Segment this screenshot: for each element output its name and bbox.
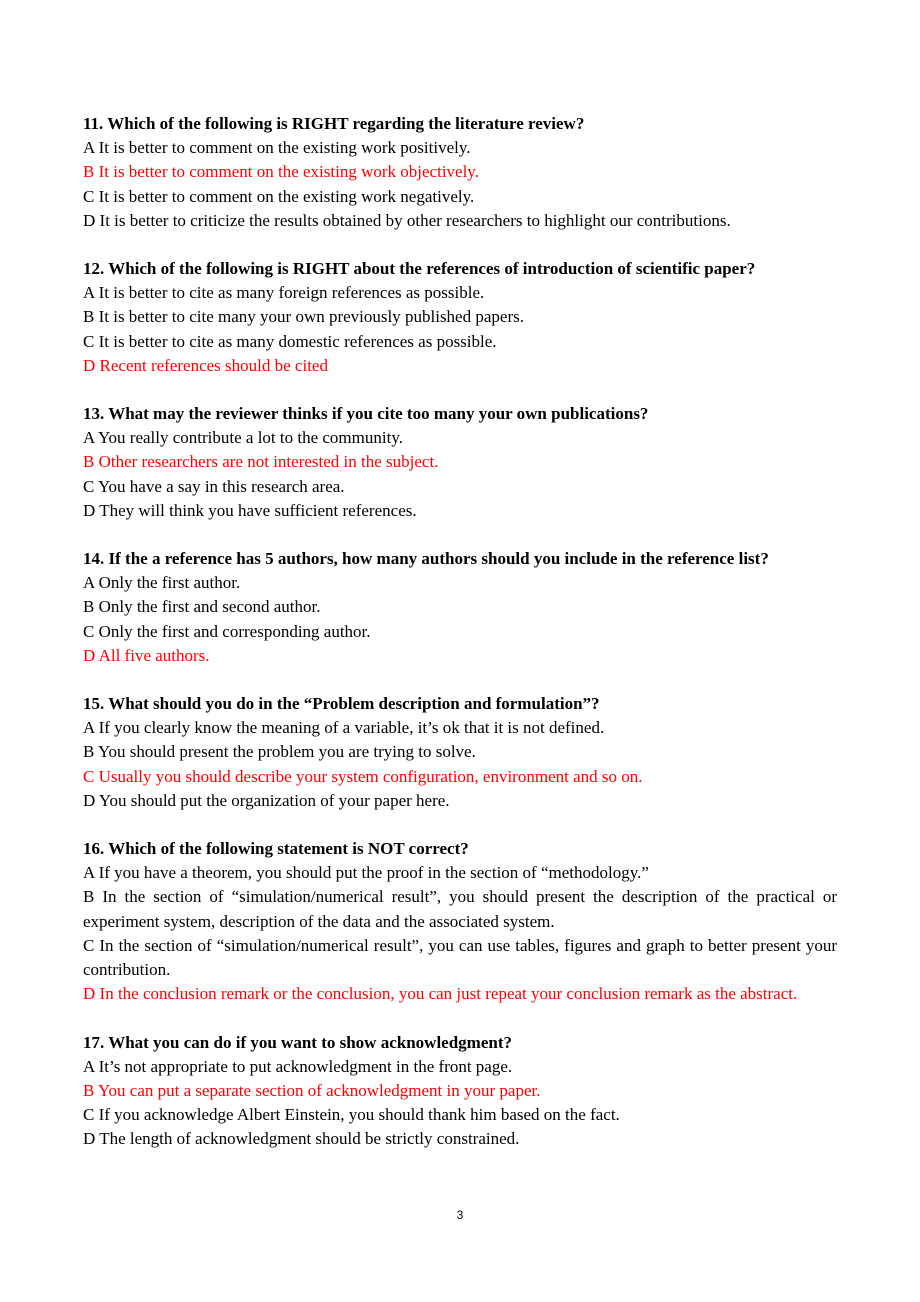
option-b: B You should present the problem you are trying to solve. [83,742,476,762]
question-title: 13. What may the reviewer thinks if you cite too many your own publications? [83,404,649,424]
option-c: C If you acknowledge Albert Einstein, you should thank him based on the fact. [83,1105,620,1125]
option-d: D They will think you have sufficient references. [83,500,417,520]
option-d-correct: D In the conclusion remark or the conclusion, you can just repeat your conclusion remark as the abstract. [83,984,798,1004]
option-c-correct: C Usually you should describe your system configuration, environment and so on. [83,766,643,786]
question-16 [83,837,837,1006]
option-a: A You really contribute a lot to the community. [83,428,403,448]
option-d: D It is better to criticize the results obtained by other researchers to highlight our contributions. [83,210,731,230]
option-b-correct: B You can put a separate section of acknowledgment in your paper. [83,1080,541,1100]
option-a: A It is better to comment on the existing work positively. [83,138,471,158]
question-title: 14. If the a reference has 5 authors, how many authors should you include in the reference list? [83,549,769,569]
option-c: C It is better to cite as many domestic references as possible. [83,331,497,351]
option-b: B It is better to cite many your own previously published papers. [83,307,524,327]
option-b-correct: B It is better to comment on the existing work objectively. [83,162,479,182]
question-11 [83,112,837,233]
option-a: A It’s not appropriate to put acknowledgment in the front page. [83,1056,513,1076]
question-12 [83,257,837,378]
option-a: A If you clearly know the meaning of a variable, it’s ok that it is not defined. [83,718,605,738]
question-17 [83,1031,837,1152]
question-title: 17. What you can do if you want to show acknowledgment? [83,1032,512,1052]
document-page [83,112,837,1176]
page-number: 3 [456,1208,464,1222]
option-d-correct: D All five authors. [83,645,210,665]
option-c: C It is better to comment on the existing work negatively. [83,186,475,206]
option-b-correct: B Other researchers are not interested in the subject. [83,452,439,472]
option-d: D The length of acknowledgment should be strictly constrained. [83,1129,520,1149]
question-title: 15. What should you do in the “Problem description and formulation”? [83,694,600,714]
option-c: C You have a say in this research area. [83,476,345,496]
question-title: 12. Which of the following is RIGHT about the references of introduction of scientific paper? [83,259,756,279]
question-14 [83,547,837,668]
question-15 [83,692,837,813]
option-d-correct: D Recent references should be cited [83,355,328,375]
option-d: D You should put the organization of your paper here. [83,790,450,810]
option-a: A Only the first author. [83,573,241,593]
option-b: B Only the first and second author. [83,597,321,617]
option-c: C Only the first and corresponding author. [83,621,371,641]
question-13 [83,402,837,523]
option-b: B In the section of “simulation/numerical result”, you should present the description of the practical or experiment system, description of the data and the associated system. [83,887,837,931]
option-a: A If you have a theorem, you should put the proof in the section of “methodology.” [83,863,649,883]
option-c: C In the section of “simulation/numerical result”, you can use tables, figures and graph to better present your contribution. [83,935,837,980]
question-title: 11. Which of the following is RIGHT regarding the literature review? [83,114,585,133]
option-a: A It is better to cite as many foreign references as possible. [83,283,485,303]
question-title: 16. Which of the following statement is NOT correct? [83,839,469,859]
